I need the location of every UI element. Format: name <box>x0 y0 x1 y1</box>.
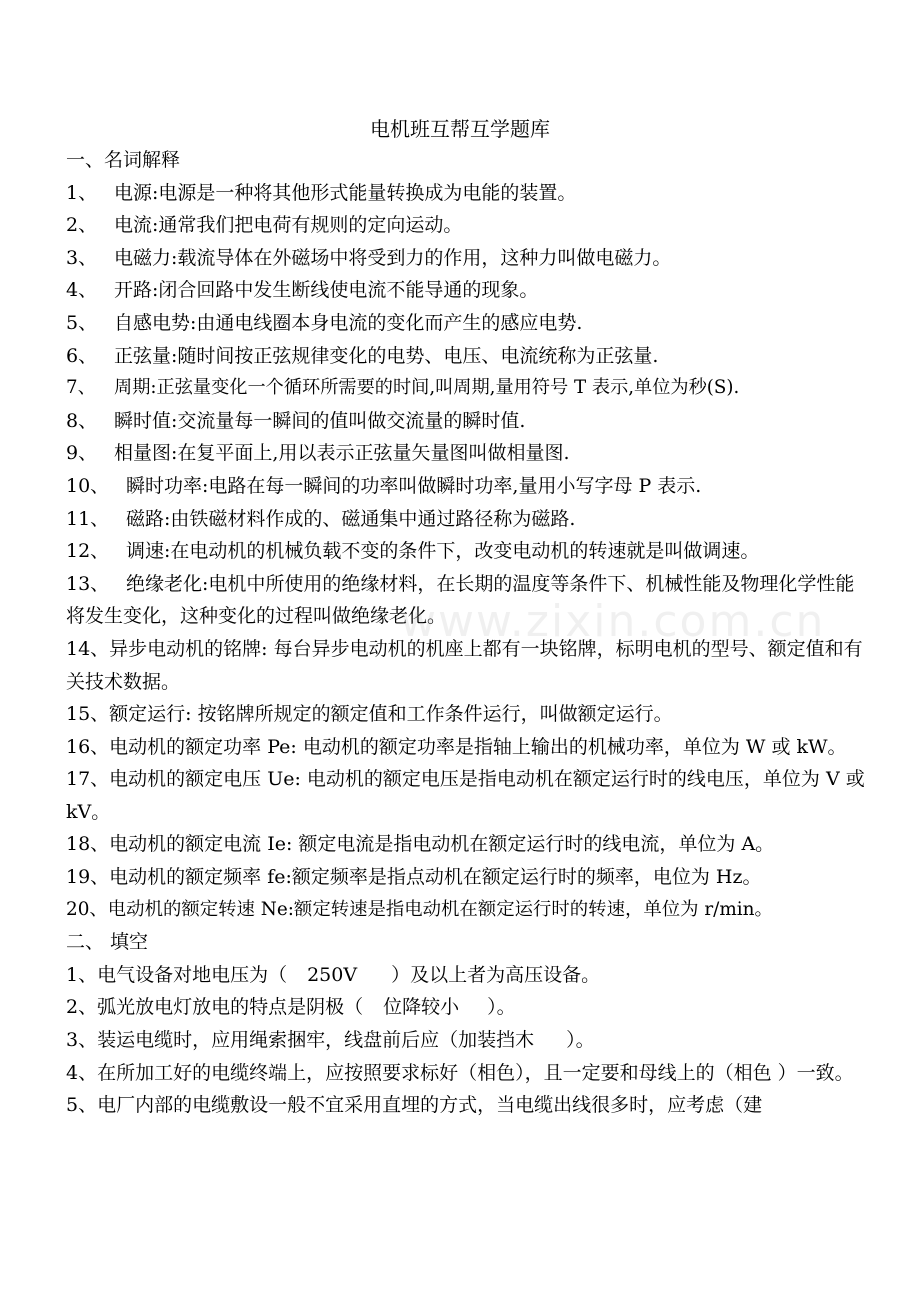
item-text: 磁路:由铁磁材料作成的、磁通集中通过路径称为磁路. <box>126 507 576 530</box>
section-heading-1: 一、名词解释 <box>66 149 181 171</box>
item-number: 13、 <box>66 572 110 595</box>
answer-blank: 加装挡木 <box>458 1029 535 1052</box>
question-prefix: 2、弧光放电灯放电的特点是阴极（ <box>66 996 364 1019</box>
item-text: 绝缘老化:电机中所使用的绝缘材料，在长期的温度等条件下、机械性能及物理化学性能将发生变化，这种变化的过程叫做绝缘老化。 <box>66 572 855 628</box>
term-item-7 <box>66 372 866 405</box>
term-item-1 <box>66 177 866 210</box>
item-text: 开路:闭合回路中发生断线使电流不能导通的现象。 <box>114 279 539 302</box>
item-number: 11、 <box>66 507 110 530</box>
item-number: 12、 <box>66 540 110 563</box>
item-number: 6、 <box>66 344 98 367</box>
item-text: 电磁力:载流导体在外磁场中将受到力的作用，这种力叫做电磁力。 <box>114 246 672 269</box>
fill-question-3 <box>66 1024 866 1057</box>
item-text: 瞬时功率:电路在每一瞬间的功率叫做瞬时功率,量用小写字母 P 表示. <box>126 474 702 497</box>
item-text: 自感电势:由通电线圈本身电流的变化而产生的感应电势. <box>114 311 583 334</box>
term-item-8 <box>66 405 866 438</box>
item-text: 电源:电源是一种将其他形式能量转换成为电能的装置。 <box>114 181 577 204</box>
term-item-5 <box>66 307 866 340</box>
term-item-19: 19、电动机的额定频率 fe:额定频率是指点动机在额定运行时的频率，电位为 Hz。 <box>66 866 762 889</box>
fill-question-4: 4、在所加工好的电缆终端上，应按照要求标好（相色），且一定要和母线上的（相色 ）一致。 <box>66 1061 854 1084</box>
term-item-14: 14、异步电动机的铭牌: 每台异步电动机的机座上都有一块铭牌，标明电机的型号、额定值和有关技术数据。 <box>66 637 863 693</box>
term-item-12 <box>66 535 866 568</box>
item-text: 调速:在电动机的机械负载不变的条件下，改变电动机的转速就是叫做调速。 <box>126 540 760 563</box>
item-number: 5、 <box>66 311 98 334</box>
item-number: 10、 <box>66 474 110 497</box>
term-item-9 <box>66 437 866 470</box>
item-number: 8、 <box>66 409 98 432</box>
fill-question-1 <box>66 959 866 992</box>
term-item-15: 15、额定运行: 按铭牌所规定的额定值和工作条件运行，叫做额定运行。 <box>66 703 673 726</box>
item-number: 2、 <box>66 214 98 237</box>
term-item-16: 16、电动机的额定功率 Pe: 电动机的额定功率是指轴上输出的机械功率，单位为 W 或 kW。 <box>66 735 847 758</box>
fill-question-2 <box>66 991 866 1024</box>
item-text: 电流:通常我们把电荷有规则的定向运动。 <box>114 214 463 237</box>
term-item-11 <box>66 503 866 536</box>
question-suffix: ）及以上者为高压设备。 <box>391 963 601 986</box>
term-item-2 <box>66 209 866 242</box>
answer-blank: 位降较小 <box>383 996 460 1019</box>
item-text: 正弦量:随时间按正弦规律变化的电势、电压、电流统称为正弦量. <box>114 344 659 367</box>
question-prefix: 1、电气设备对地电压为（ <box>66 963 288 986</box>
item-number: 9、 <box>66 442 98 465</box>
page-title: 电机班互帮互学题库 <box>370 117 550 141</box>
section-heading-2: 二、 填空 <box>66 931 149 954</box>
term-item-4 <box>66 274 866 307</box>
item-text: 瞬时值:交流量每一瞬间的值叫做交流量的瞬时值. <box>114 409 526 432</box>
term-item-3 <box>66 242 866 275</box>
term-item-13 <box>66 568 866 633</box>
item-number: 1、 <box>66 181 98 204</box>
watermark: www.zixin.com.cn <box>400 596 826 647</box>
question-suffix: ）。 <box>487 996 516 1019</box>
term-item-17: 17、电动机的额定电压 Ue: 电动机的额定电压是指电动机在额定运行时的线电压，单位为 V 或 kV。 <box>66 768 865 823</box>
term-item-18: 18、电动机的额定电流 Ie: 额定电流是指电动机在额定运行时的线电流，单位为 A。 <box>66 833 775 856</box>
document-body <box>66 144 866 1122</box>
fill-question-5: 5、电厂内部的电缆敷设一般不宜采用直埋的方式，当电缆出线很多时，应考虑（建 <box>66 1094 763 1117</box>
item-number: 4、 <box>66 279 98 302</box>
question-prefix: 3、装运电缆时，应用绳索捆牢，线盘前后应（ <box>66 1029 459 1052</box>
item-text: 周期:正弦量变化一个循环所需要的时间,叫周期,量用符号 T 表示,单位为秒(S). <box>114 377 740 399</box>
term-item-20: 20、电动机的额定转速 Ne:额定转速是指电动机在额定运行时的转速，单位为 r/min。 <box>66 898 773 920</box>
term-item-10 <box>66 470 866 503</box>
answer-blank: 250V <box>307 963 358 986</box>
item-number: 7、 <box>66 377 96 399</box>
term-item-6 <box>66 340 866 373</box>
question-suffix: ）。 <box>566 1029 595 1052</box>
item-text: 相量图:在复平面上,用以表示正弦量矢量图叫做相量图. <box>114 442 570 465</box>
item-number: 3、 <box>66 246 98 269</box>
